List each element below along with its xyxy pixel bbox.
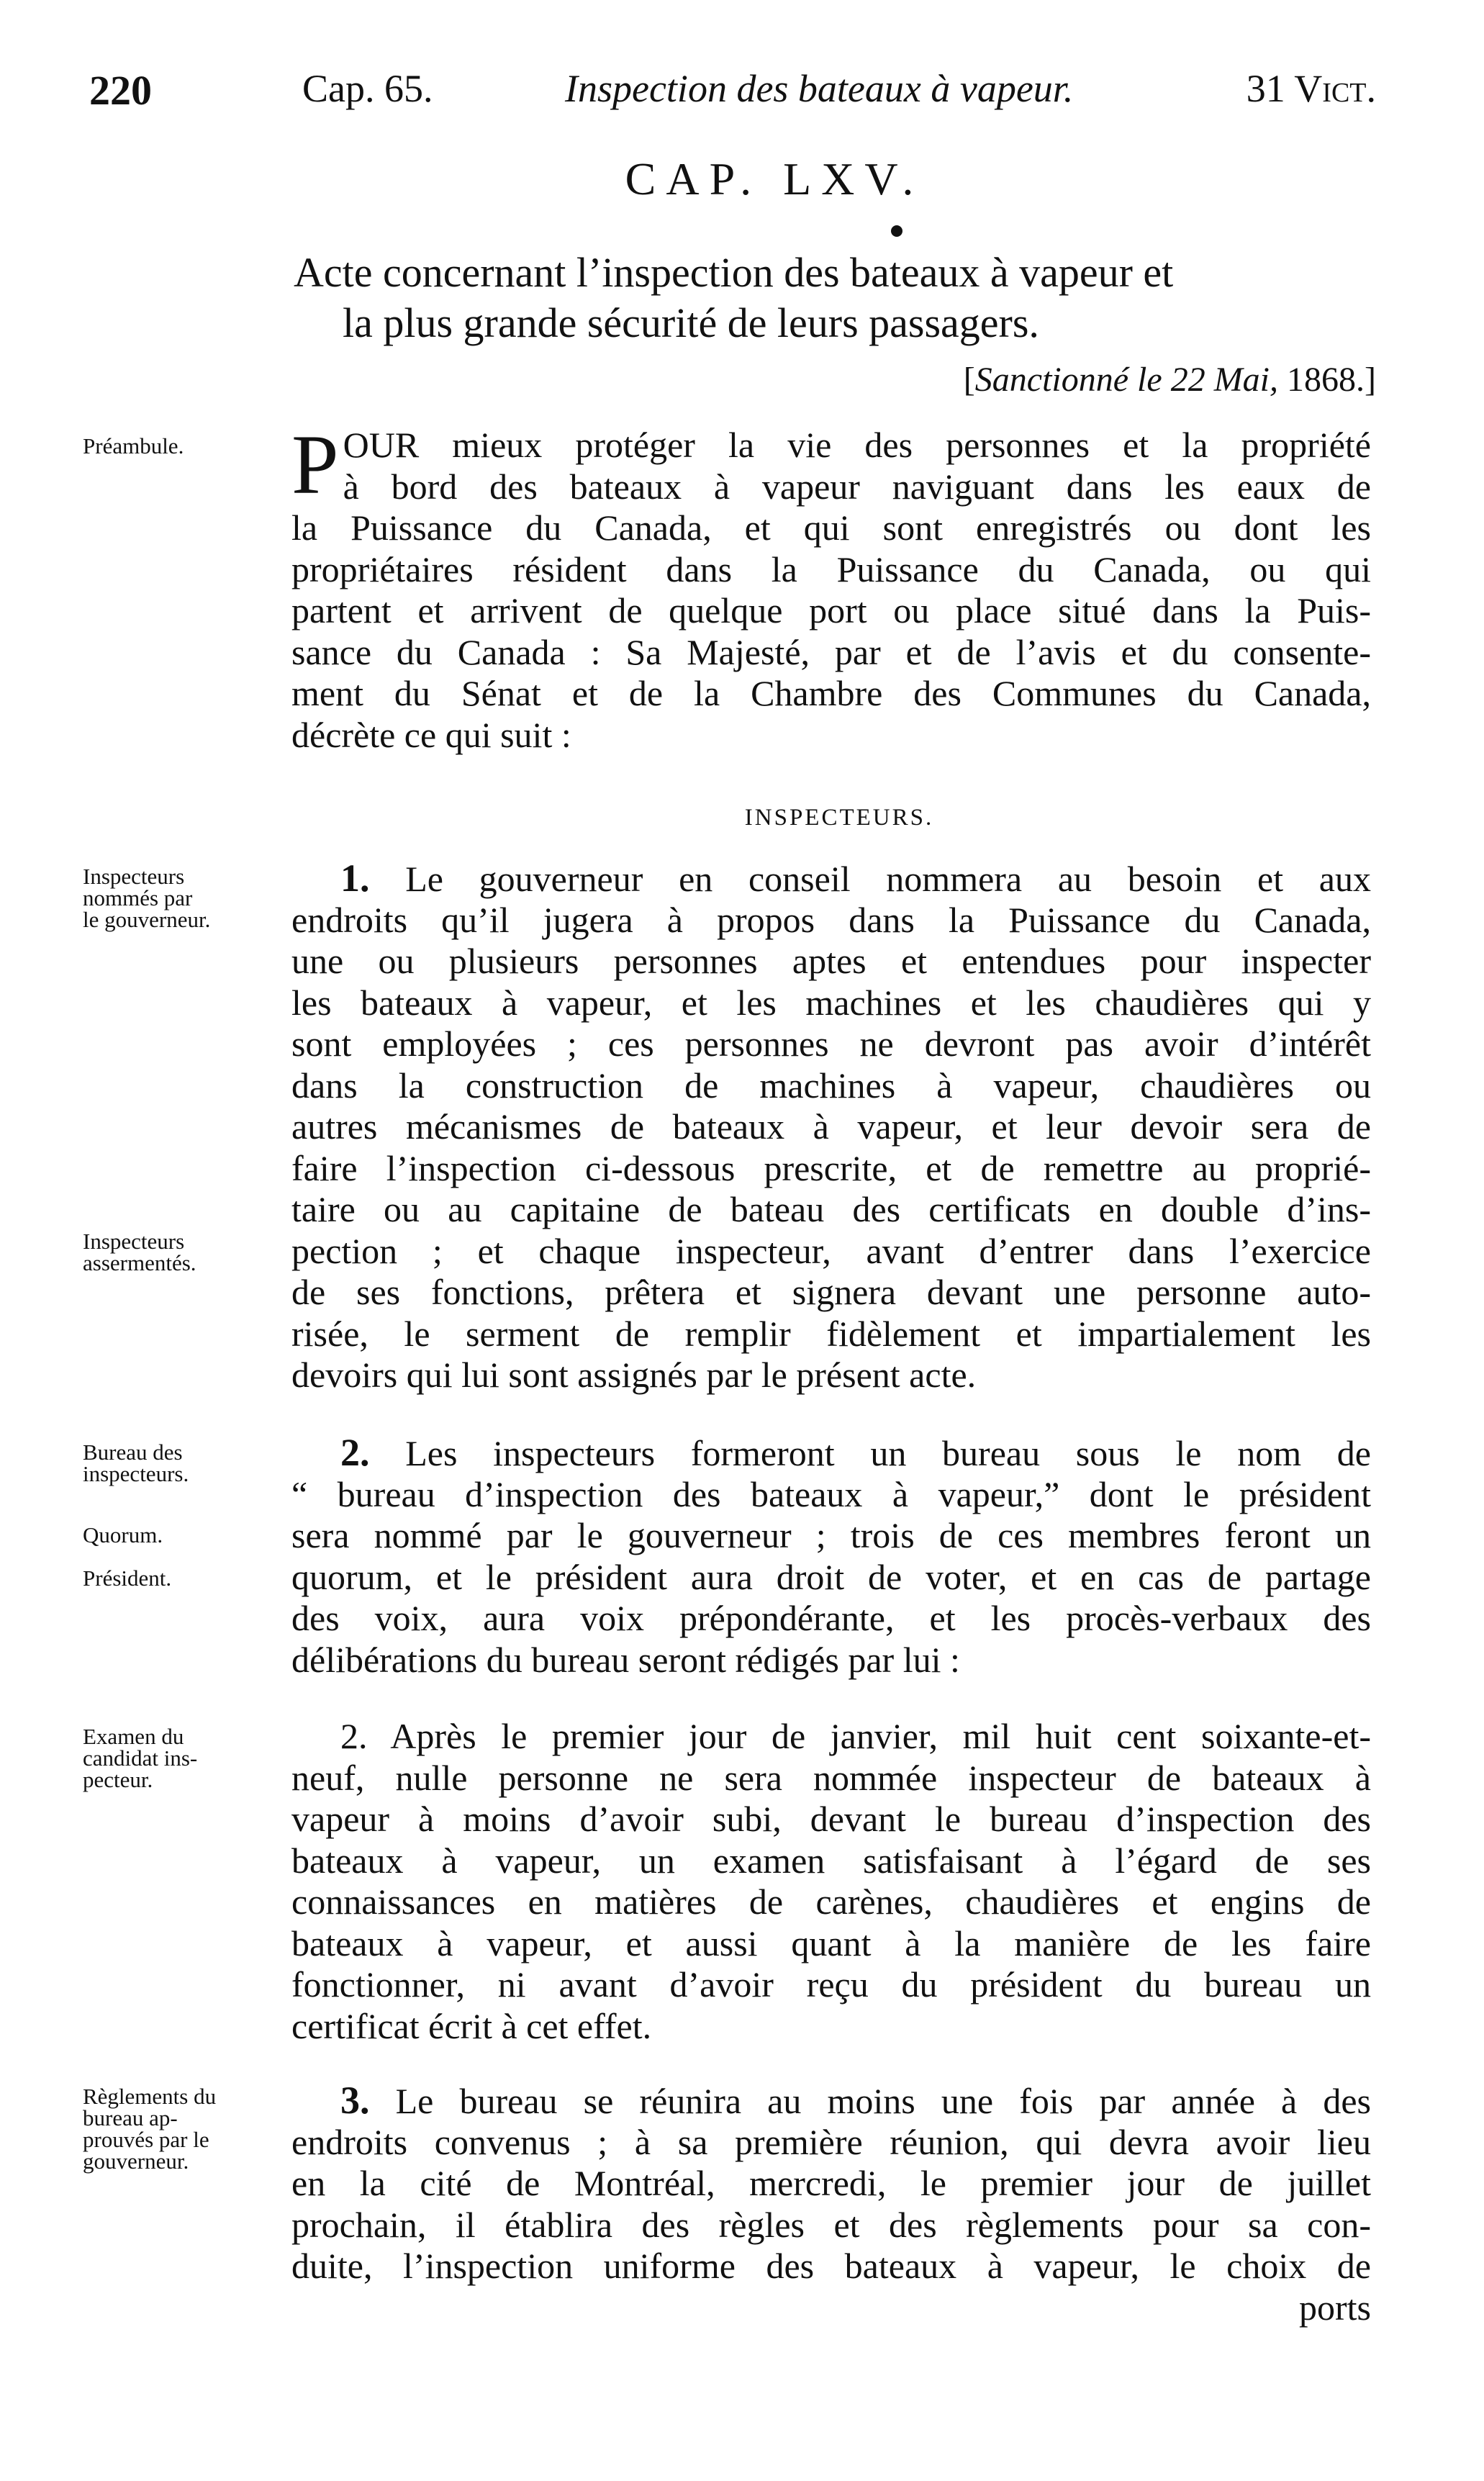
sanction-open: [ bbox=[963, 361, 975, 399]
running-title: Inspection des bateaux à vapeur. bbox=[565, 67, 1074, 110]
text-line: bateaux à vapeur, et aussi quant à la manière de les faire bbox=[291, 1922, 1371, 1963]
running-chapter: Cap. 65. bbox=[302, 67, 433, 110]
text-run: Le gouverneur en conseil nommera au besoin et aux bbox=[405, 859, 1371, 899]
margin-note-quorum bbox=[83, 1524, 277, 1546]
section-1-paragraph bbox=[291, 858, 1371, 1396]
text-run: Après le premier jour de janvier, mil huit cent soixante-et- bbox=[390, 1716, 1371, 1756]
section-2-paragraph bbox=[291, 1432, 1371, 1681]
margin-text: Quorum. bbox=[83, 1522, 163, 1547]
margin-text: le gouverneur. bbox=[83, 907, 211, 932]
text-line: vapeur à moins d’avoir subi, devant le bureau d’inspection des bbox=[291, 1799, 1371, 1839]
act-title-line1: Acte concernant l’inspection des bateaux à vapeur et bbox=[294, 249, 1174, 296]
margin-text: Inspecteurs bbox=[83, 1229, 185, 1254]
text-line: endroits qu’il jugera à propos dans la Puissance du Canada, bbox=[291, 899, 1371, 940]
text-line: décrète ce qui suit : bbox=[291, 714, 571, 755]
text-line: une ou plusieurs personnes aptes et entendues pour inspecter bbox=[291, 941, 1371, 981]
text-line: partent et arrivent de quelque port ou place situé dans la Puis- bbox=[291, 590, 1371, 631]
margin-note-examen bbox=[83, 1726, 277, 1791]
text-line: “ bureau d’inspection des bateaux à vapeur,” dont le président bbox=[291, 1473, 1371, 1514]
text-line: connaissances en matières de carènes, chaudières et engins de bbox=[291, 1881, 1371, 1922]
text-line: autres mécanismes de bateaux à vapeur, et leur devoir sera de bbox=[291, 1106, 1371, 1147]
text-line: à bord des bateaux à vapeur naviguant dans les eaux de bbox=[343, 466, 1371, 507]
text-line: taire ou au capitaine de bateau des certificats en double d’ins- bbox=[291, 1189, 1371, 1229]
text-line: bateaux à vapeur, un examen satisfaisant à l’égard de ses bbox=[291, 1840, 1371, 1881]
margin-text: Règlements du bbox=[83, 2084, 217, 2109]
text-line: quorum, et le président aura droit de voter, et en cas de partage bbox=[291, 1556, 1371, 1597]
text-line: duite, l’inspection uniforme des bateaux à vapeur, le choix de bbox=[291, 2246, 1371, 2286]
section-number: 1. bbox=[340, 858, 370, 900]
text-line: la Puissance du Canada, et qui sont enregistrés ou dont les bbox=[291, 507, 1371, 548]
text-line: en la cité de Montréal, mercredi, le premier jour de juillet bbox=[291, 2163, 1371, 2203]
text-line: propriétaires résident dans la Puissance du Canada, ou qui bbox=[291, 548, 1371, 589]
text-line: délibérations du bureau seront rédigés par lui : bbox=[291, 1639, 960, 1680]
dropcap: P bbox=[291, 417, 339, 512]
text-line: des voix, aura voix prépondérante, et les procès-verbaux des bbox=[291, 1598, 1371, 1638]
text-line: OUR mieux protéger la vie des personnes et la propriété bbox=[343, 425, 1371, 465]
text-line: ment du Sénat et de la Chambre des Communes du Canada, bbox=[291, 673, 1371, 713]
text-line: endroits convenus ; à sa première réunion, qui devra avoir lieu bbox=[291, 2121, 1371, 2162]
text-line: pection ; et chaque inspecteur, avant d’entrer dans l’exercice bbox=[291, 1230, 1371, 1271]
text-line: sont employées ; ces personnes ne devront pas avoir d’intérêt bbox=[291, 1023, 1371, 1064]
margin-text: Président. bbox=[83, 1565, 172, 1591]
section-2-subsection-2-paragraph bbox=[291, 1716, 1371, 2047]
act-title bbox=[294, 248, 1388, 348]
text-line: devoirs qui lui sont assignés par le présent acte. bbox=[291, 1355, 977, 1395]
sanction-date bbox=[964, 360, 1376, 399]
page-number: 220 bbox=[89, 67, 152, 114]
text-line: sance du Canada : Sa Majesté, par et de l’avis et du consente- bbox=[291, 631, 1371, 672]
text-line: de ses fonctions, prêtera et signera devant une personne auto- bbox=[291, 1272, 1371, 1312]
margin-text: gouverneur. bbox=[83, 2148, 189, 2174]
subsection-number: 2. bbox=[340, 1716, 368, 1756]
section-heading: INSPECTEURS. bbox=[744, 805, 934, 831]
text-line: certificat écrit à cet effet. bbox=[291, 2005, 652, 2046]
margin-text: assermentés. bbox=[83, 1250, 196, 1275]
sanction-year: 1868.] bbox=[1278, 361, 1376, 399]
sanction-italic: Sanctionné le 22 Mai, bbox=[974, 361, 1279, 399]
text-line: les bateaux à vapeur, et les machines et les chaudières qui y bbox=[291, 982, 1371, 1023]
text-line bbox=[291, 858, 1371, 900]
section-number: 2. bbox=[340, 1432, 370, 1474]
text-line: prochain, il établira des règles et des règlements pour sa con- bbox=[291, 2204, 1371, 2245]
text-line: faire l’inspection ci-dessous prescrite, et de remettre au proprié- bbox=[291, 1147, 1371, 1188]
margin-text: bureau ap- bbox=[83, 2105, 178, 2130]
margin-text: prouvés par le bbox=[83, 2127, 209, 2152]
text-line: sera nommé par le gouverneur ; trois de ces membres feront un bbox=[291, 1515, 1371, 1555]
text-line bbox=[291, 1432, 1371, 1474]
chapter-title: CAP. LXV. bbox=[625, 153, 924, 204]
margin-text: Examen du bbox=[83, 1724, 184, 1749]
text-run: Les inspecteurs formeront un bureau sous le nom de bbox=[405, 1433, 1371, 1473]
text-line bbox=[291, 2080, 1371, 2122]
text-line bbox=[291, 1716, 1371, 1758]
text-line: risée, le serment de remplir fidèlement et impartialement les bbox=[291, 1313, 1371, 1354]
margin-note-reglements bbox=[83, 2086, 277, 2172]
margin-note-inspecteurs-assermentes bbox=[83, 1231, 277, 1274]
margin-text: candidat ins- bbox=[83, 1745, 198, 1771]
margin-text: Inspecteurs bbox=[83, 864, 185, 889]
margin-text: Bureau des bbox=[83, 1440, 183, 1465]
ornament-dot bbox=[891, 225, 902, 237]
text-line: neuf, nulle personne ne sera nommée inspecteur de bateaux à bbox=[291, 1757, 1371, 1798]
margin-note-president bbox=[83, 1565, 277, 1591]
margin-note-inspecteurs-nommes bbox=[83, 866, 277, 931]
text-line: dans la construction de machines à vapeur, chaudières ou bbox=[291, 1065, 1371, 1106]
text-line: fonctionner, ni avant d’avoir reçu du président du bureau un bbox=[291, 1964, 1371, 2005]
margin-text: inspecteurs. bbox=[83, 1461, 189, 1486]
section-3-paragraph bbox=[291, 2080, 1371, 2328]
margin-text: pecteur. bbox=[83, 1767, 153, 1792]
section-number: 3. bbox=[340, 2080, 370, 2122]
text-run: Le bureau se réunira au moins une fois par année à des bbox=[395, 2081, 1371, 2121]
catchword: ports bbox=[1299, 2287, 1371, 2328]
margin-note-preambule bbox=[83, 435, 277, 457]
act-title-line2: la plus grande sécurité de leurs passagers. bbox=[343, 299, 1039, 346]
regnal-year: 31 Vict. bbox=[1246, 67, 1376, 110]
margin-text: Préambule. bbox=[83, 433, 184, 458]
margin-text: nommés par bbox=[83, 885, 193, 910]
margin-note-bureau bbox=[83, 1442, 277, 1485]
preamble-paragraph bbox=[291, 417, 1371, 756]
